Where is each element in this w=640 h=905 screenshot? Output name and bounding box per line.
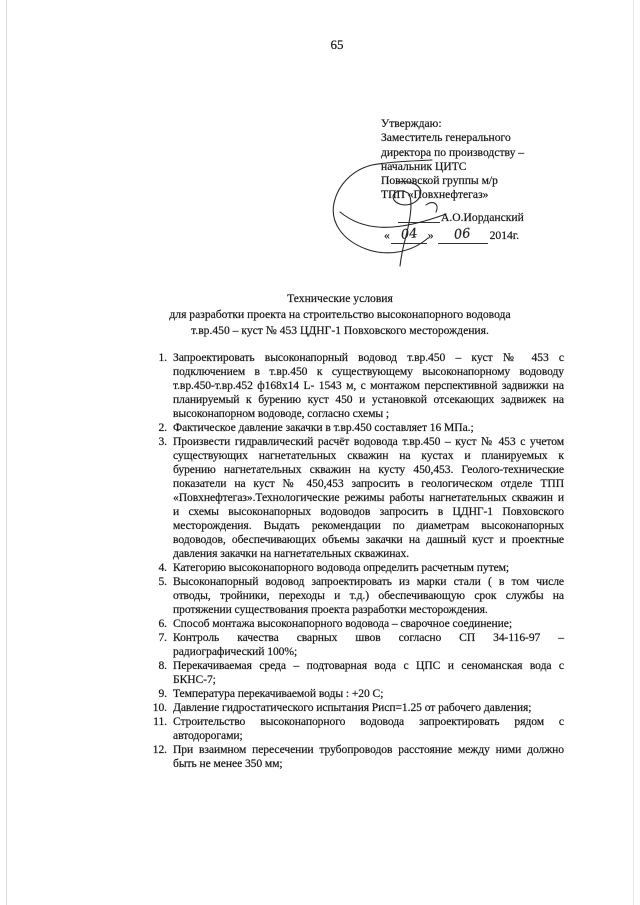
- item-line: «Повхнефтегаз».Технологические режимы работы нагнетательных скважин и: [173, 491, 564, 504]
- item-line: Категорию высоконапорного водовода определить расчетным путем;: [173, 561, 510, 574]
- signatory-name: А.О.Иорданский: [441, 211, 524, 224]
- item-line: Высоконапорный водовод запроектировать из марки стали ( в том числе: [173, 575, 564, 588]
- date-open-quote: «: [384, 229, 390, 242]
- item-line: Перекачиваемая среда – подтоварная вода с ЦПС и сеноманская вода с: [173, 659, 564, 672]
- list-item: [140, 435, 564, 561]
- approval-line: директора по производству –: [381, 145, 525, 159]
- item-number: 9.: [158, 687, 167, 700]
- scan-edge-left: [6, 0, 7, 905]
- item-number: 6.: [158, 617, 167, 630]
- item-text: [173, 743, 564, 771]
- approval-line: Заместитель генерального: [381, 131, 511, 145]
- item-line: Давление гидростатического испытания Рисп=1.25 от рабочего давления;: [173, 701, 532, 714]
- item-number: 3.: [158, 435, 167, 448]
- item-line: протяжении существования проекта разработки месторождения.: [173, 603, 488, 616]
- list-item: [140, 421, 564, 435]
- item-line: Строительство высоконапорного водовода запроектировать рядом с: [173, 715, 564, 728]
- item-line: БКНС-7;: [173, 673, 216, 686]
- item-line: месторождения. Выдать рекомендации по диаметрам высоконапорных: [173, 519, 564, 532]
- item-text: [173, 435, 564, 561]
- item-number: 1.: [158, 351, 167, 364]
- signature-stroke: [340, 212, 446, 227]
- approval-heading: Утверждаю:: [381, 117, 442, 130]
- list-item: [140, 743, 564, 771]
- scan-edge-right: [633, 0, 634, 905]
- requirements-list: [140, 351, 564, 771]
- item-line: т.вр.450-т.вр.452 ф168х14 L- 1543 м, с монтажом перспективной задвижки на: [173, 379, 564, 392]
- list-item: [140, 617, 564, 631]
- item-text: [173, 631, 564, 659]
- item-text: [173, 701, 564, 715]
- title-line: т.вр.450 – куст № 453 ЦДНГ-1 Повховского месторождения.: [191, 324, 489, 337]
- date-month-blank: [438, 226, 488, 244]
- list-item: [140, 575, 564, 617]
- item-line: отводы, тройники, переходы и т.д.) обеспечивающую срок службы на: [173, 589, 564, 602]
- item-line: Запроектировать высоконапорный водовод т.вр.450 – куст № 453 с: [173, 351, 564, 364]
- item-text: [173, 421, 564, 435]
- item-number: 8.: [158, 659, 167, 672]
- item-line: показатели на куст № 450,453 запросить в геологическом отделе ТПП: [173, 477, 564, 490]
- item-number: 4.: [158, 561, 167, 574]
- date-close-quote: »: [427, 229, 434, 242]
- item-line: быть не менее 350 мм;: [173, 757, 283, 770]
- item-line: планируемый к бурению куст 450 и установкой отсекающих задвижек на: [173, 393, 564, 406]
- item-line: подключением в т.вр.450 к существующему высоконапорному водоводу: [173, 365, 564, 378]
- item-number: 7.: [158, 631, 167, 644]
- list-item: [140, 351, 564, 421]
- item-text: [173, 351, 564, 421]
- list-item: [140, 561, 564, 575]
- list-item: [140, 701, 564, 715]
- item-number: 2.: [158, 421, 167, 434]
- title-heading: Технические условия: [287, 292, 393, 305]
- item-text: [173, 659, 564, 687]
- item-number: 10.: [152, 701, 167, 714]
- item-line: автодорогами;: [173, 729, 243, 742]
- item-line: Контроль качества сварных швов согласно СП 34-116-97 –: [173, 631, 564, 644]
- item-text: [173, 715, 564, 743]
- document-title: [100, 291, 580, 339]
- list-item: [140, 631, 564, 659]
- signature-line: [398, 222, 440, 223]
- item-line: давления закачки на нагнетательных скважинах.: [173, 547, 410, 560]
- item-line: водоводов, обеспечивающих объемы закачки на дашный куст и проектные: [173, 533, 564, 546]
- date-day-blank: [391, 226, 427, 244]
- item-text: [173, 575, 564, 617]
- item-line: Произвести гидравлический расчёт водовода т.вр.450 – куст № 453 с учетом: [173, 435, 564, 448]
- item-text: [173, 687, 564, 701]
- item-line: бурению нагнетательных скважин на кусту 450,453. Геолого-технические: [173, 463, 564, 476]
- item-number: 12.: [152, 743, 167, 756]
- item-line: При взаимном пересечении трубопроводов расстояние между ними должно: [173, 743, 564, 756]
- approval-line: ТПП «Повхнефтегаз»: [381, 188, 489, 202]
- approval-line: Повховской группы м/р: [381, 174, 498, 188]
- approval-line: начальник ЦИТС: [381, 159, 467, 173]
- item-line: высоконапорном водоводе, согласно схемы ;: [173, 407, 390, 420]
- item-line: существующих нагнетательных скважин на кустах и планируемых к: [173, 449, 564, 462]
- list-item: [140, 687, 564, 701]
- item-number: 11.: [153, 715, 167, 728]
- date-month-handwritten: 06: [453, 226, 472, 243]
- item-line: и схемы высоконапорных водоводов запросить в ЦДНГ-1 Повховского: [173, 505, 564, 518]
- page-number: 65: [330, 37, 344, 52]
- item-number: 5.: [158, 575, 167, 588]
- item-line: Способ монтажа высоконапорного водовода – сварочное соединение;: [173, 617, 512, 630]
- item-line: радиографический 100%;: [173, 645, 298, 658]
- title-line: для разработки проекта на строительство высоконапорного водовода: [169, 308, 511, 321]
- approval-block: [381, 117, 524, 203]
- date-year: 2014г.: [489, 229, 520, 242]
- date-day-handwritten: 04: [399, 226, 418, 243]
- item-text: [173, 617, 564, 631]
- item-line: Температура перекачиваемой воды : +20 С;: [173, 687, 384, 700]
- list-item: [140, 715, 564, 743]
- signature-stroke: [426, 203, 437, 212]
- approval-date: [384, 226, 520, 244]
- item-text: [173, 561, 564, 575]
- item-line: Фактическое давление закачки в т.вр.450 составляет 16 МПа.;: [173, 421, 474, 434]
- list-item: [140, 659, 564, 687]
